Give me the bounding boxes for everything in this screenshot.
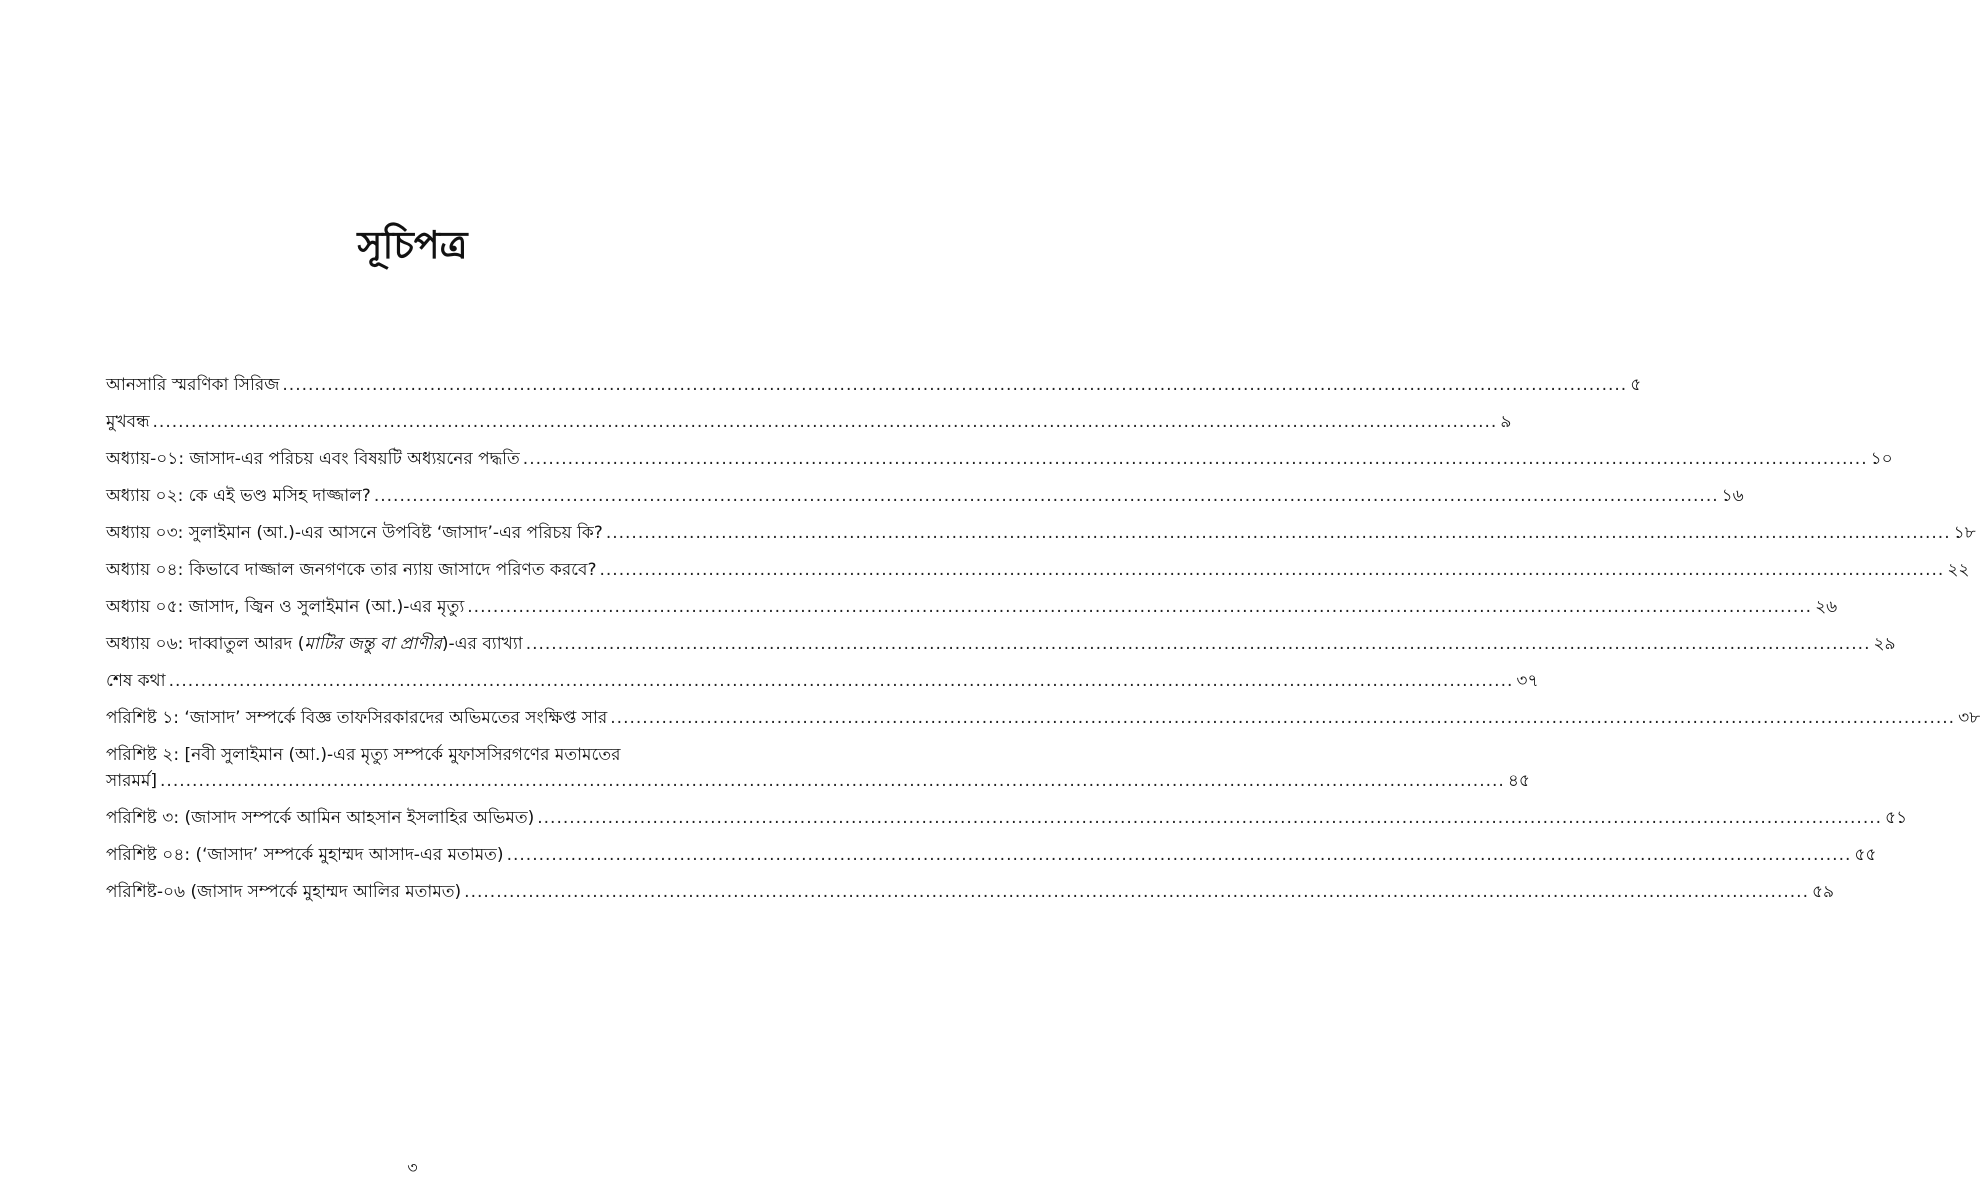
toc-entry-label-line1: পরিশিষ্ট ২: [নবী সুলাইমান (আ.)-এর মৃত্যু সম্পর্কে মুফাসসিরগণের মতামতের: [106, 745, 621, 765]
toc-entry: [106, 446, 1893, 472]
toc-leader-dots: [526, 631, 1871, 657]
toc-entry: [106, 705, 1980, 731]
toc-leader-dots: [467, 594, 1812, 620]
toc-entry-page: ১৬: [1721, 486, 1744, 506]
toc-entry-label: অধ্যায় ০৪: কিভাবে দাজ্জাল জনগণকে তার ন্যায় জাসাদে পরিণত করবে?: [106, 560, 597, 580]
toc-entry-label: পরিশিষ্ট ৩: (জাসাদ সম্পর্কে আমিন আহসান ইসলাহির অভিমত): [106, 808, 535, 828]
toc-entry-page: ২২: [1947, 560, 1970, 580]
toc-entry-page: ১০: [1870, 449, 1893, 469]
toc-entry: [106, 557, 1970, 583]
toc-entry-page: ২৯: [1873, 634, 1896, 654]
toc-entry: [106, 842, 1877, 868]
toc-entry: [106, 879, 1835, 905]
toc-entry: [106, 594, 1838, 620]
toc-entry-label: অধ্যায় ০৩: সুলাইমান (আ.)-এর আসনে উপবিষ্ট ‘জাসাদ’-এর পরিচয় কি?: [106, 523, 603, 543]
page-number: ৩: [407, 1158, 418, 1177]
toc-entry: [106, 631, 1896, 657]
toc-entry-label-italic: মাটির জন্তু বা প্রাণীর: [304, 634, 442, 654]
toc-entry-page: ৫৯: [1811, 882, 1835, 902]
toc-entry-page: ৪৫: [1507, 771, 1530, 791]
toc-entry-page: ৯: [1500, 412, 1512, 432]
toc-leader-dots: [523, 446, 1868, 472]
toc-entry-page: ১৮: [1953, 523, 1976, 543]
toc-leader-dots: [507, 842, 1852, 868]
toc-entry-label: পরিশিষ্ট-০৬ (জাসাদ সম্পর্কে মুহাম্মদ আলির মতামত): [106, 882, 462, 902]
toc-entry-label: শেষ কথা: [106, 671, 166, 691]
toc-entry: [106, 742, 1530, 794]
toc-entry-label-prefix: অধ্যায় ০৬: দাব্বাতুল আরদ (: [106, 634, 305, 654]
toc-entry-line2: [106, 768, 1530, 794]
toc-leader-dots: [610, 705, 1955, 731]
toc-entry-label: পরিশিষ্ট ১: ‘জাসাদ’ সম্পর্কে বিজ্ঞ তাফসিরকারদের অভিমতের সংক্ষিপ্ত সার: [106, 708, 608, 728]
toc-leader-dots: [160, 768, 1505, 794]
toc-leader-dots: [600, 557, 1945, 583]
toc-entry-page: ৩৭: [1516, 671, 1539, 691]
toc-entry-label: অধ্যায় ০২: কে এই ভণ্ড মসিহ দাজ্জাল?: [106, 486, 371, 506]
toc-entry-label: [106, 631, 523, 657]
toc-entry-label: আনসারি স্মরণিকা সিরিজ: [106, 375, 280, 395]
toc-entry: [106, 409, 1512, 435]
toc-entry-page: ৫: [1630, 375, 1642, 395]
toc-leader-dots: [282, 372, 1627, 398]
toc-entry-label: পরিশিষ্ট ০৪: (‘জাসাদ’ সম্পর্কে মুহাম্মদ আসাদ-এর মতামত): [106, 845, 504, 865]
toc-leader-dots: [169, 668, 1514, 694]
toc-leader-dots: [537, 805, 1882, 831]
toc-entry-page: ৩৮: [1958, 708, 1980, 728]
toc-entry-label: অধ্যায়-০১: জাসাদ-এর পরিচয় এবং বিষয়টি অধ্যয়নের পদ্ধতি: [106, 449, 520, 469]
toc-leader-dots: [464, 879, 1809, 905]
toc-leader-dots: [153, 409, 1498, 435]
toc-entry: [106, 483, 1744, 509]
toc-leader-dots: [374, 483, 1719, 509]
toc-entry-page: ২৬: [1815, 597, 1838, 617]
toc-leader-dots: [606, 520, 1951, 546]
toc-entry: [106, 372, 1642, 398]
page-title: সূচিপত্র: [357, 223, 468, 267]
table-of-contents: [106, 372, 1980, 916]
toc-entry: [106, 668, 1539, 694]
toc-entry-label-line2: সারমর্ম]: [106, 771, 158, 791]
toc-entry-page: ৫১: [1885, 808, 1908, 828]
toc-entry-label: অধ্যায় ০৫: জাসাদ, জ্বিন ও সুলাইমান (আ.)-এর মৃত্যু: [106, 597, 465, 617]
toc-entry: [106, 520, 1976, 546]
toc-entry-label-suffix: )-এর ব্যাখ্যা: [441, 634, 523, 654]
toc-entry: [106, 805, 1908, 831]
toc-entry-page: ৫৫: [1854, 845, 1877, 865]
toc-entry-label: মুখবন্ধ: [106, 412, 150, 432]
